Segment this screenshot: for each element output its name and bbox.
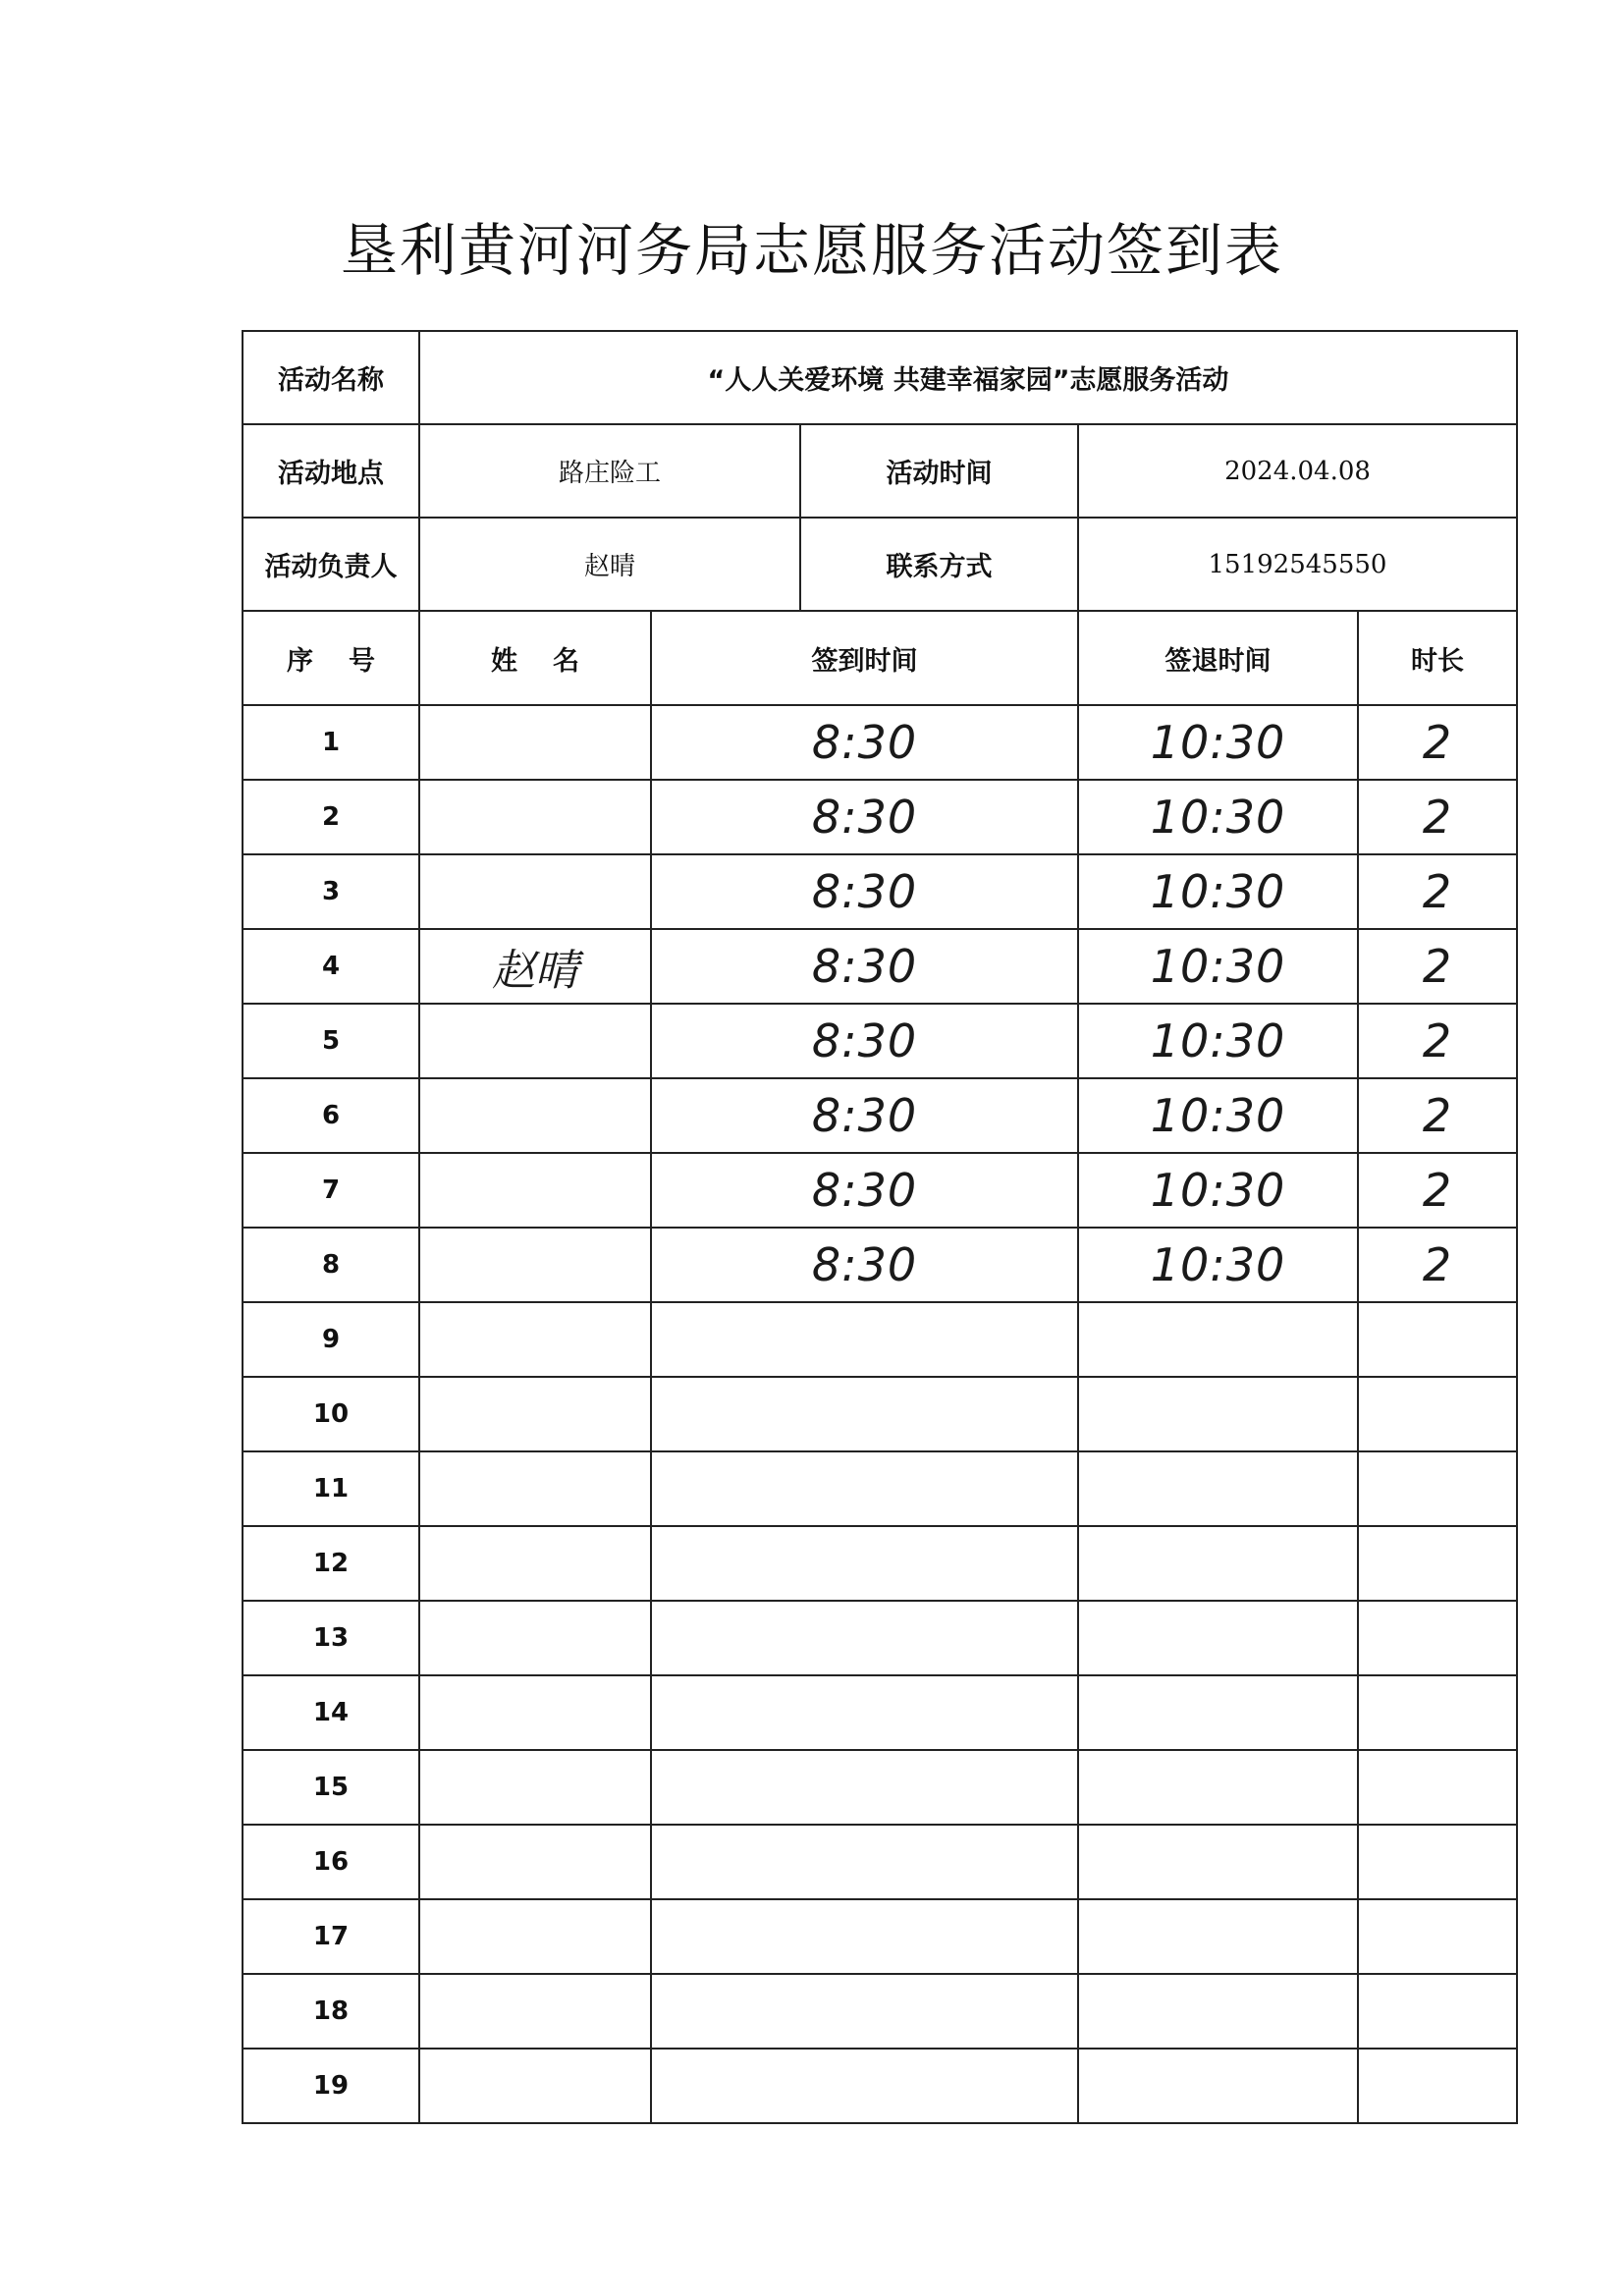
row-number: 19 (243, 2049, 419, 2123)
row-number: 14 (243, 1675, 419, 1750)
signature-cell (419, 1899, 651, 1974)
signature-cell (419, 1825, 651, 1899)
activity-leader-value: 赵晴 (419, 518, 800, 611)
table-row (243, 1377, 1517, 1451)
table-row (243, 705, 1517, 780)
checkin-cell: 8:30 (651, 854, 1078, 929)
checkin-cell: 8:30 (651, 1153, 1078, 1228)
duration-cell: 2 (1358, 929, 1517, 1004)
header-seq-a: 序 (287, 645, 313, 677)
duration-cell: 2 (1358, 1004, 1517, 1078)
duration-cell (1358, 2049, 1517, 2123)
checkout-cell: 10:30 (1078, 705, 1358, 780)
header-seq (243, 611, 419, 705)
table-row (243, 780, 1517, 854)
header-name-b: 名 (553, 645, 579, 677)
checkin-cell: 8:30 (651, 929, 1078, 1004)
header-checkin: 签到时间 (651, 611, 1078, 705)
activity-leader-row (243, 518, 1517, 611)
row-number: 8 (243, 1228, 419, 1302)
checkin-cell (651, 1750, 1078, 1825)
duration-cell (1358, 1750, 1517, 1825)
signature-cell: 赵晴 (419, 929, 651, 1004)
signature-cell (419, 2049, 651, 2123)
signature-cell (419, 1974, 651, 2049)
duration-cell (1358, 1974, 1517, 2049)
activity-leader-label: 活动负责人 (243, 518, 419, 611)
duration-cell: 2 (1358, 1228, 1517, 1302)
signature-cell (419, 854, 651, 929)
signature-cell (419, 1526, 651, 1601)
activity-name-label: 活动名称 (243, 331, 419, 424)
signature-cell (419, 705, 651, 780)
contact-value: 15192545550 (1078, 518, 1517, 611)
document-title: 垦利黄河河务局志愿服务活动签到表 (340, 217, 1283, 284)
activity-name-row (243, 331, 1517, 424)
row-number: 3 (243, 854, 419, 929)
checkin-cell (651, 1526, 1078, 1601)
checkin-cell (651, 1899, 1078, 1974)
table-row (243, 1974, 1517, 2049)
activity-time-label: 活动时间 (800, 424, 1078, 518)
checkin-cell (651, 1974, 1078, 2049)
row-number: 4 (243, 929, 419, 1004)
table-row (243, 1825, 1517, 1899)
table-row (243, 1675, 1517, 1750)
checkout-cell: 10:30 (1078, 1078, 1358, 1153)
signature-cell (419, 1601, 651, 1675)
checkin-cell (651, 1601, 1078, 1675)
checkin-cell (651, 1451, 1078, 1526)
activity-location-row (243, 424, 1517, 518)
header-duration: 时长 (1358, 611, 1517, 705)
contact-label: 联系方式 (800, 518, 1078, 611)
row-number: 13 (243, 1601, 419, 1675)
checkout-cell (1078, 1451, 1358, 1526)
signature-cell (419, 1302, 651, 1377)
row-number: 6 (243, 1078, 419, 1153)
checkin-cell (651, 1302, 1078, 1377)
checkout-cell: 10:30 (1078, 1153, 1358, 1228)
signature-cell (419, 1153, 651, 1228)
row-number: 12 (243, 1526, 419, 1601)
checkin-cell: 8:30 (651, 705, 1078, 780)
signature-cell (419, 1451, 651, 1526)
row-number: 7 (243, 1153, 419, 1228)
checkout-cell (1078, 1974, 1358, 2049)
checkout-cell: 10:30 (1078, 929, 1358, 1004)
row-number: 11 (243, 1451, 419, 1526)
signature-cell (419, 1078, 651, 1153)
table-row (243, 1302, 1517, 1377)
table-row (243, 2049, 1517, 2123)
signature-cell (419, 1675, 651, 1750)
duration-cell (1358, 1899, 1517, 1974)
row-number: 18 (243, 1974, 419, 2049)
signature-cell (419, 1228, 651, 1302)
duration-cell (1358, 1601, 1517, 1675)
checkout-cell (1078, 1601, 1358, 1675)
header-name-a: 姓 (491, 645, 517, 677)
duration-cell (1358, 1302, 1517, 1377)
table-row (243, 854, 1517, 929)
signature-cell (419, 1750, 651, 1825)
table-row (243, 1228, 1517, 1302)
column-header-row (243, 611, 1517, 705)
signature-cell (419, 1004, 651, 1078)
table-row (243, 1601, 1517, 1675)
duration-cell (1358, 1825, 1517, 1899)
row-number: 16 (243, 1825, 419, 1899)
row-number: 5 (243, 1004, 419, 1078)
table-row (243, 1451, 1517, 1526)
activity-name-value: “人人关爱环境 共建幸福家园”志愿服务活动 (419, 331, 1517, 424)
checkin-cell: 8:30 (651, 1078, 1078, 1153)
signin-table (242, 330, 1518, 2124)
checkout-cell: 10:30 (1078, 854, 1358, 929)
checkin-cell: 8:30 (651, 780, 1078, 854)
table-row (243, 1004, 1517, 1078)
duration-cell: 2 (1358, 1078, 1517, 1153)
table-row (243, 1750, 1517, 1825)
checkout-cell (1078, 1675, 1358, 1750)
checkin-cell: 8:30 (651, 1228, 1078, 1302)
checkout-cell: 10:30 (1078, 780, 1358, 854)
duration-cell (1358, 1675, 1517, 1750)
duration-cell: 2 (1358, 1153, 1517, 1228)
checkin-cell: 8:30 (651, 1004, 1078, 1078)
table-row (243, 1078, 1517, 1153)
checkout-cell (1078, 1526, 1358, 1601)
checkout-cell (1078, 1302, 1358, 1377)
header-checkout: 签退时间 (1078, 611, 1358, 705)
checkin-cell (651, 1825, 1078, 1899)
checkin-cell (651, 1377, 1078, 1451)
row-number: 10 (243, 1377, 419, 1451)
table-row (243, 1153, 1517, 1228)
duration-cell: 2 (1358, 854, 1517, 929)
checkout-cell (1078, 2049, 1358, 2123)
row-number: 9 (243, 1302, 419, 1377)
duration-cell: 2 (1358, 780, 1517, 854)
duration-cell (1358, 1377, 1517, 1451)
signature-cell (419, 780, 651, 854)
checkin-cell (651, 2049, 1078, 2123)
activity-location-label: 活动地点 (243, 424, 419, 518)
checkout-cell (1078, 1825, 1358, 1899)
header-seq-b: 号 (349, 645, 375, 677)
header-name (419, 611, 651, 705)
table-row (243, 1526, 1517, 1601)
activity-location-value: 路庄险工 (419, 424, 800, 518)
duration-cell (1358, 1526, 1517, 1601)
row-number: 15 (243, 1750, 419, 1825)
table-row (243, 929, 1517, 1004)
checkout-cell: 10:30 (1078, 1228, 1358, 1302)
checkout-cell (1078, 1377, 1358, 1451)
row-number: 1 (243, 705, 419, 780)
table-row (243, 1899, 1517, 1974)
checkout-cell (1078, 1899, 1358, 1974)
duration-cell (1358, 1451, 1517, 1526)
activity-time-value: 2024.04.08 (1078, 424, 1517, 518)
checkout-cell (1078, 1750, 1358, 1825)
signature-cell (419, 1377, 651, 1451)
checkin-cell (651, 1675, 1078, 1750)
checkout-cell: 10:30 (1078, 1004, 1358, 1078)
duration-cell: 2 (1358, 705, 1517, 780)
row-number: 2 (243, 780, 419, 854)
row-number: 17 (243, 1899, 419, 1974)
